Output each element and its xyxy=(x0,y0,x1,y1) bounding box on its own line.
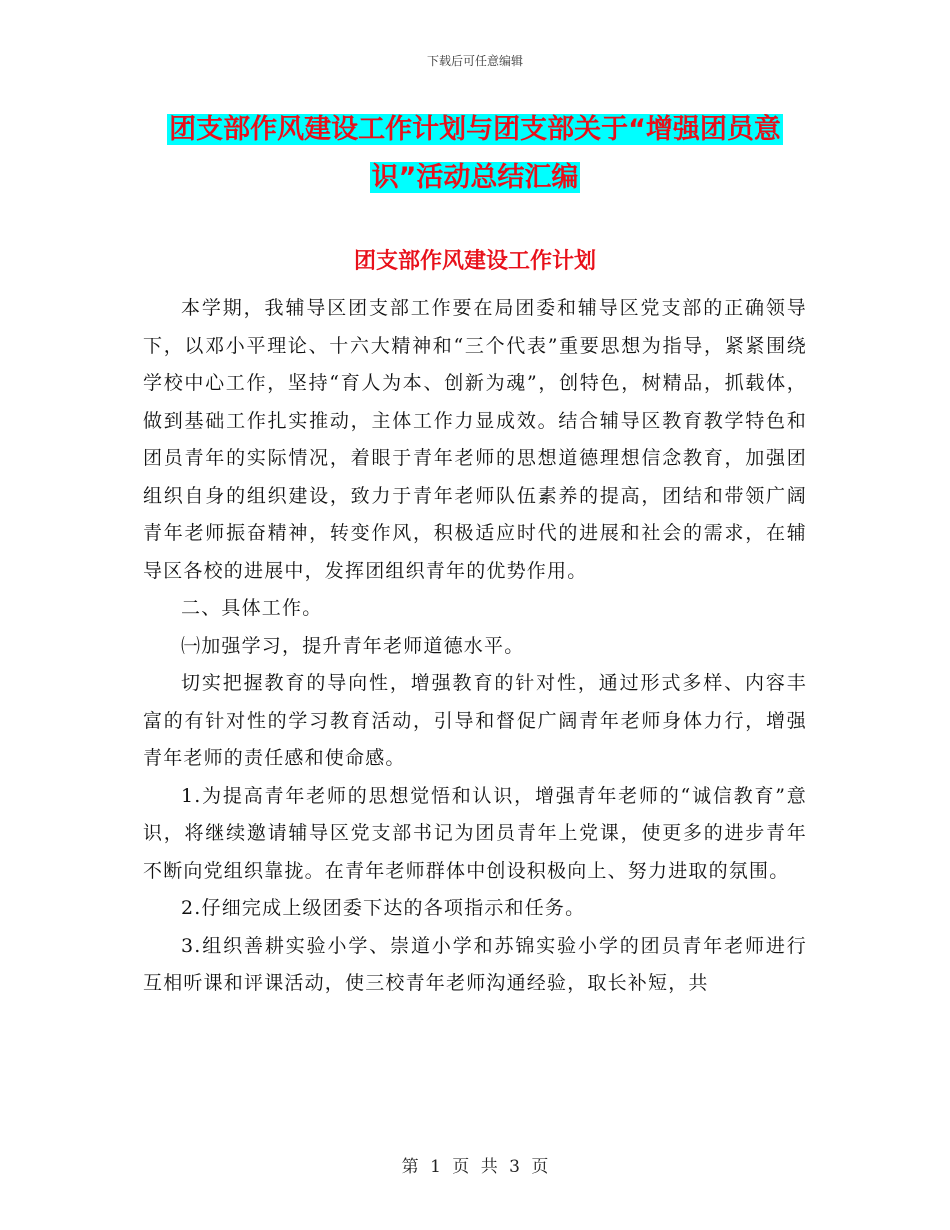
paragraph-heading-study: ㈠加强学习，提升青年老师道德水平。 xyxy=(181,634,525,657)
document-title-text: 团支部作风建设工作计划与团支部关于“增强团员意识”活动总结汇编 xyxy=(169,114,781,193)
paragraph-study-detail: 切实把握教育的导向性，增强教育的针对性，通过形式多样、内容丰富的有针对性的学习教育活动，引导和督促广阔青年老师身体力行，增强青年老师的责任感和使命感。 xyxy=(143,672,807,769)
paragraph-item-2: 2.仔细完成上级团委下达的各项指示和任务。 xyxy=(181,897,586,919)
paragraph-heading-specific-work: 二、具体工作。 xyxy=(181,597,323,619)
paragraph-item-1: 1.为提高青年老师的思想觉悟和认识，增强青年老师的“诚信教育”意识，将继续邀请辅导区党支部书记为团员青年上党课，使更多的进步青年不断向党组织靠拢。在青年老师群体中创设积极向上、努力进取的氛围。 xyxy=(143,784,807,882)
section-title: 团支部作风建设工作计划 xyxy=(353,249,596,274)
page-header-note: 下载后可任意编辑 xyxy=(426,54,523,68)
document-title xyxy=(143,106,807,202)
paragraph-intro: 本学期，我辅导区团支部工作要在局团委和辅导区党支部的正确领导下，以邓小平理论、十六大精神和“三个代表”重要思想为指导，紧紧围绕学校中心工作，坚持“育人为本、创新为魂”，创特色，树精品，抓载体，做到基础工作扎实推动，主体工作力显成效。结合辅导区教育教学特色和团员青年的实际情况，着眼于青年老师的思想道德理想信念教育，加强团组织自身的组织建设，致力于青年老师队伍素养的提高，团结和带领广阔青年老师振奋精神，转变作风，积极适应时代的进展和社会的需求，在辅导区各校的进展中，发挥团组织青年的优势作用。 xyxy=(143,297,807,582)
paragraph-item-3: 3.组织善耕实验小学、崇道小学和苏锦实验小学的团员青年老师进行互相听课和评课活动，使三校青年老师沟通经验，取长补短，共 xyxy=(143,934,807,994)
page-number: 第 1 页 共 3 页 xyxy=(401,1157,549,1177)
document-body xyxy=(143,290,807,1003)
